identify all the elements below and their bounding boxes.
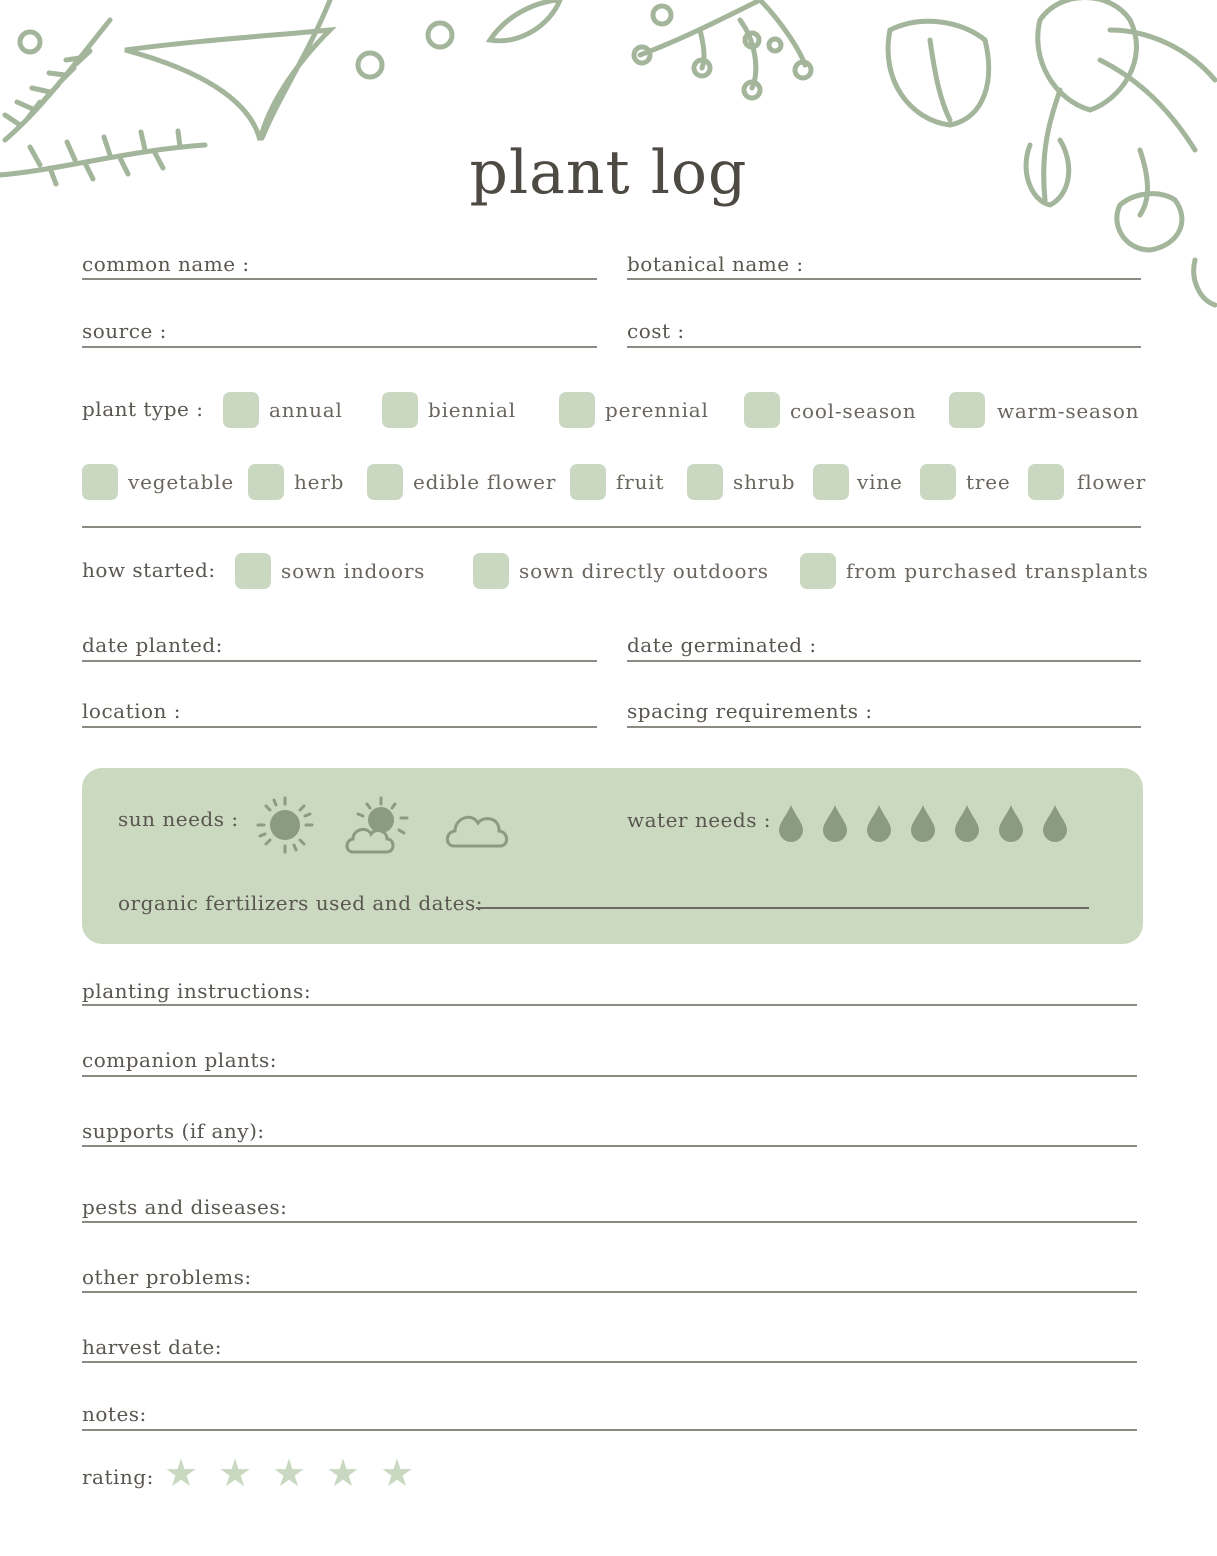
- checkbox-sown-outdoors[interactable]: [473, 553, 509, 589]
- water-drop-icon[interactable]: [1043, 805, 1067, 842]
- star-icon[interactable]: ★: [326, 1451, 361, 1495]
- checkbox-tree[interactable]: [920, 464, 956, 500]
- water-drop-icon[interactable]: [779, 805, 803, 842]
- common-name-field[interactable]: [82, 278, 597, 280]
- botanical-name-label: botanical name :: [627, 252, 804, 276]
- checkbox-cool-season[interactable]: [744, 392, 780, 428]
- checkbox-flower[interactable]: [1028, 464, 1064, 500]
- water-needs-label: water needs :: [627, 808, 772, 832]
- water-drops: [775, 803, 1075, 843]
- checkbox-biennial[interactable]: [382, 392, 418, 428]
- spacing-field[interactable]: [627, 726, 1141, 728]
- checkbox-warm-season[interactable]: [949, 392, 985, 428]
- option-perennial: perennial: [605, 398, 709, 422]
- option-cool-season: cool-season: [790, 399, 917, 423]
- fertilizer-field[interactable]: [476, 907, 1089, 909]
- planting-instructions-field[interactable]: [82, 1004, 1137, 1006]
- checkbox-vine[interactable]: [813, 464, 849, 500]
- option-sown-indoors: sown indoors: [281, 559, 426, 583]
- date-germinated-label: date germinated :: [627, 633, 817, 657]
- notes-field[interactable]: [82, 1429, 1137, 1431]
- companion-plants-field[interactable]: [82, 1075, 1137, 1077]
- section-divider: [82, 526, 1141, 528]
- pests-field[interactable]: [82, 1221, 1137, 1223]
- full-sun-icon[interactable]: [256, 796, 314, 854]
- other-problems-label: other problems:: [82, 1265, 252, 1289]
- option-edible-flower: edible flower: [413, 470, 557, 494]
- fertilizer-label: organic fertilizers used and dates:: [118, 891, 483, 915]
- option-biennial: biennial: [428, 398, 516, 422]
- page-title: plant log: [469, 138, 748, 208]
- location-field[interactable]: [82, 726, 597, 728]
- planting-instructions-label: planting instructions:: [82, 979, 312, 1003]
- checkbox-vegetable[interactable]: [82, 464, 118, 500]
- water-drop-icon[interactable]: [911, 805, 935, 842]
- other-problems-field[interactable]: [82, 1291, 1137, 1293]
- needs-panel: [82, 768, 1143, 944]
- supports-field[interactable]: [82, 1145, 1137, 1147]
- cost-field[interactable]: [627, 346, 1141, 348]
- shade-cloud-icon[interactable]: [444, 806, 512, 850]
- checkbox-fruit[interactable]: [570, 464, 606, 500]
- checkbox-annual[interactable]: [223, 392, 259, 428]
- rating-label: rating:: [82, 1465, 154, 1489]
- option-vegetable: vegetable: [128, 470, 234, 494]
- star-icon[interactable]: ★: [272, 1451, 307, 1495]
- option-annual: annual: [269, 398, 343, 422]
- option-tree: tree: [966, 470, 1011, 494]
- date-germinated-field[interactable]: [627, 660, 1141, 662]
- checkbox-sown-indoors[interactable]: [235, 553, 271, 589]
- partial-sun-icon[interactable]: [343, 796, 409, 856]
- common-name-label: common name :: [82, 252, 250, 276]
- option-fruit: fruit: [616, 470, 665, 494]
- harvest-date-label: harvest date:: [82, 1335, 222, 1359]
- checkbox-shrub[interactable]: [687, 464, 723, 500]
- checkbox-edible-flower[interactable]: [367, 464, 403, 500]
- option-sown-outdoors: sown directly outdoors: [519, 559, 769, 583]
- supports-label: supports (if any):: [82, 1119, 265, 1143]
- pests-label: pests and diseases:: [82, 1195, 288, 1219]
- plant-type-label: plant type :: [82, 397, 204, 421]
- option-transplants: from purchased transplants: [846, 559, 1149, 583]
- star-icon[interactable]: ★: [164, 1451, 199, 1495]
- sun-needs-label: sun needs :: [118, 807, 239, 831]
- star-icon[interactable]: ★: [380, 1451, 415, 1495]
- date-planted-field[interactable]: [82, 660, 597, 662]
- botanical-name-field[interactable]: [627, 278, 1141, 280]
- companion-plants-label: companion plants:: [82, 1048, 278, 1072]
- option-vine: vine: [857, 470, 903, 494]
- checkbox-herb[interactable]: [248, 464, 284, 500]
- source-field[interactable]: [82, 346, 597, 348]
- option-shrub: shrub: [733, 470, 796, 494]
- water-drop-icon[interactable]: [867, 805, 891, 842]
- water-drop-icon[interactable]: [955, 805, 979, 842]
- source-label: source :: [82, 319, 167, 343]
- spacing-label: spacing requirements :: [627, 699, 873, 723]
- checkbox-transplants[interactable]: [800, 553, 836, 589]
- option-herb: herb: [294, 470, 345, 494]
- star-icon[interactable]: ★: [218, 1451, 253, 1495]
- option-flower: flower: [1077, 470, 1147, 494]
- cost-label: cost :: [627, 319, 685, 343]
- how-started-label: how started:: [82, 558, 216, 582]
- location-label: location :: [82, 699, 182, 723]
- checkbox-perennial[interactable]: [559, 392, 595, 428]
- water-drop-icon[interactable]: [999, 805, 1023, 842]
- date-planted-label: date planted:: [82, 633, 223, 657]
- option-warm-season: warm-season: [997, 399, 1140, 423]
- notes-label: notes:: [82, 1402, 147, 1426]
- harvest-date-field[interactable]: [82, 1361, 1137, 1363]
- water-drop-icon[interactable]: [823, 805, 847, 842]
